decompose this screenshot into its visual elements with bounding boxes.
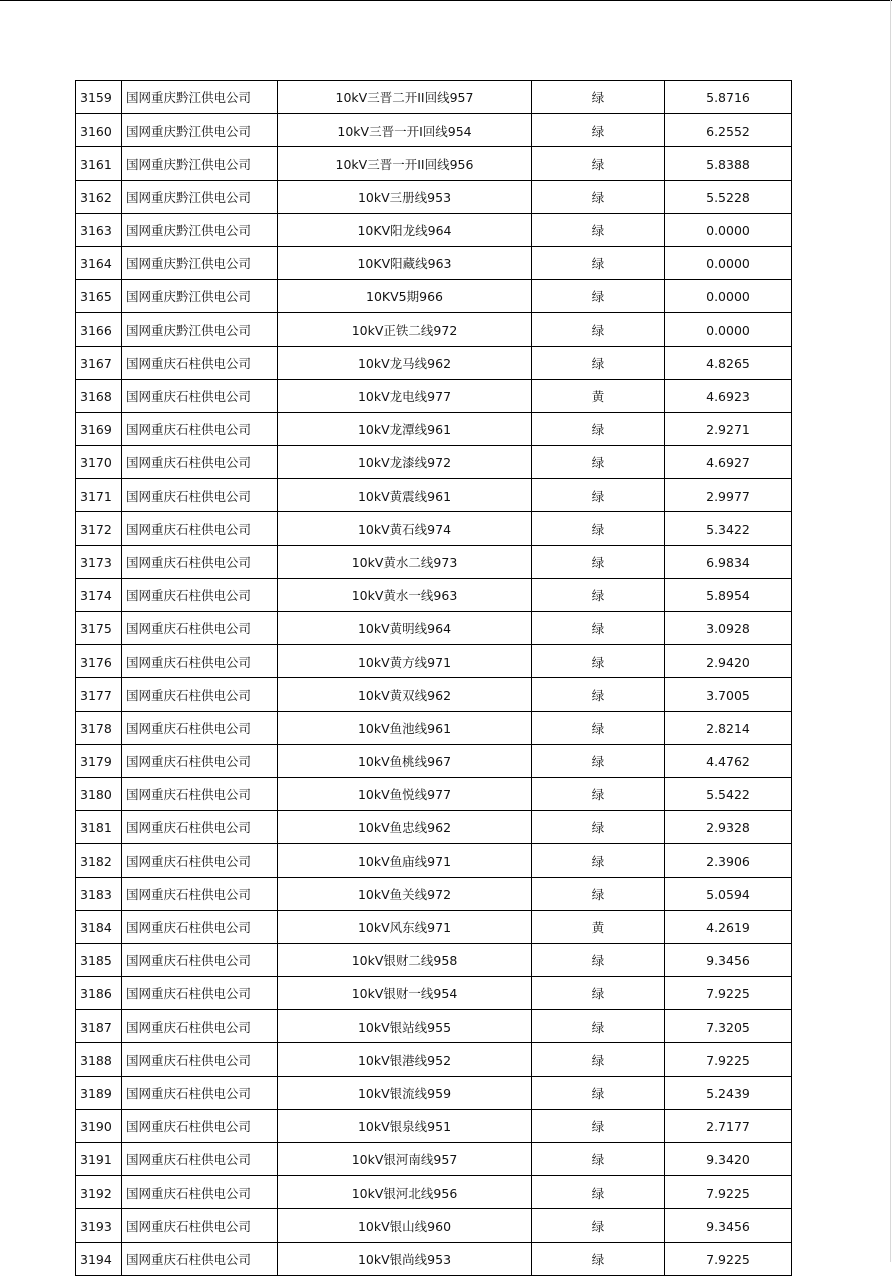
status-cell: 绿: [532, 213, 665, 246]
table-row: [76, 711, 792, 744]
table-row: [76, 811, 792, 844]
table-row: [76, 1043, 792, 1076]
status-cell: 绿: [532, 1109, 665, 1142]
status-cell: 绿: [532, 777, 665, 810]
company-cell: 国网重庆黔江供电公司: [122, 114, 278, 147]
row-id-cell: 3180: [76, 777, 122, 810]
status-cell: 绿: [532, 678, 665, 711]
line-name-cell: 10kV三晋二开II回线957: [278, 81, 532, 114]
row-id-cell: 3164: [76, 246, 122, 279]
company-cell: 国网重庆黔江供电公司: [122, 246, 278, 279]
value-cell: 9.3456: [665, 943, 792, 976]
row-id-cell: 3167: [76, 346, 122, 379]
company-cell: 国网重庆石柱供电公司: [122, 910, 278, 943]
row-id-cell: 3183: [76, 877, 122, 910]
status-cell: 绿: [532, 512, 665, 545]
row-id-cell: 3184: [76, 910, 122, 943]
row-id-cell: 3191: [76, 1143, 122, 1176]
row-id-cell: 3171: [76, 479, 122, 512]
line-name-cell: 10kV鱼桃线967: [278, 744, 532, 777]
row-id-cell: 3169: [76, 412, 122, 445]
value-cell: 4.6927: [665, 446, 792, 479]
row-id-cell: 3176: [76, 645, 122, 678]
table-row: [76, 1143, 792, 1176]
value-cell: 4.4762: [665, 744, 792, 777]
line-name-cell: 10kV银财二线958: [278, 943, 532, 976]
line-name-cell: 10kV银河南线957: [278, 1143, 532, 1176]
table-row: [76, 180, 792, 213]
row-id-cell: 3186: [76, 977, 122, 1010]
table-row: [76, 280, 792, 313]
row-id-cell: 3178: [76, 711, 122, 744]
company-cell: 国网重庆石柱供电公司: [122, 1143, 278, 1176]
page-top-border: [0, 0, 892, 1]
value-cell: 0.0000: [665, 213, 792, 246]
line-name-cell: 10kV黄方线971: [278, 645, 532, 678]
table-row: [76, 379, 792, 412]
row-id-cell: 3173: [76, 545, 122, 578]
table-row: [76, 313, 792, 346]
table-row: [76, 977, 792, 1010]
status-cell: 绿: [532, 744, 665, 777]
row-id-cell: 3192: [76, 1176, 122, 1209]
table-row: [76, 545, 792, 578]
company-cell: 国网重庆石柱供电公司: [122, 711, 278, 744]
line-name-cell: 10kV银尚线953: [278, 1242, 532, 1275]
row-id-cell: 3188: [76, 1043, 122, 1076]
row-id-cell: 3182: [76, 844, 122, 877]
company-cell: 国网重庆石柱供电公司: [122, 612, 278, 645]
company-cell: 国网重庆石柱供电公司: [122, 844, 278, 877]
company-cell: 国网重庆石柱供电公司: [122, 512, 278, 545]
status-cell: 绿: [532, 446, 665, 479]
value-cell: 7.9225: [665, 977, 792, 1010]
value-cell: 2.9420: [665, 645, 792, 678]
status-cell: 绿: [532, 645, 665, 678]
value-cell: 0.0000: [665, 246, 792, 279]
line-name-cell: 10kV黄双线962: [278, 678, 532, 711]
row-id-cell: 3165: [76, 280, 122, 313]
table-row: [76, 1109, 792, 1142]
table-row: [76, 479, 792, 512]
status-cell: 黄: [532, 379, 665, 412]
table-row: [76, 346, 792, 379]
status-cell: 绿: [532, 280, 665, 313]
line-name-cell: 10kV黄水一线963: [278, 578, 532, 611]
value-cell: 0.0000: [665, 313, 792, 346]
row-id-cell: 3179: [76, 744, 122, 777]
value-cell: 5.8716: [665, 81, 792, 114]
row-id-cell: 3190: [76, 1109, 122, 1142]
status-cell: 绿: [532, 412, 665, 445]
line-name-cell: 10kV黄石线974: [278, 512, 532, 545]
status-cell: 绿: [532, 578, 665, 611]
value-cell: 5.3422: [665, 512, 792, 545]
status-cell: 绿: [532, 612, 665, 645]
company-cell: 国网重庆黔江供电公司: [122, 313, 278, 346]
line-name-cell: 10kV银财一线954: [278, 977, 532, 1010]
table-row: [76, 678, 792, 711]
row-id-cell: 3170: [76, 446, 122, 479]
value-cell: 6.9834: [665, 545, 792, 578]
status-cell: 绿: [532, 711, 665, 744]
company-cell: 国网重庆石柱供电公司: [122, 777, 278, 810]
page-right-edge: [890, 0, 891, 1262]
status-cell: 绿: [532, 180, 665, 213]
table-row: [76, 1209, 792, 1242]
company-cell: 国网重庆石柱供电公司: [122, 645, 278, 678]
table-row: [76, 645, 792, 678]
status-cell: 绿: [532, 1209, 665, 1242]
status-cell: 绿: [532, 246, 665, 279]
value-cell: 9.3420: [665, 1143, 792, 1176]
line-name-cell: 10kV龙电线977: [278, 379, 532, 412]
line-name-cell: 10KV5期966: [278, 280, 532, 313]
status-cell: 绿: [532, 1143, 665, 1176]
line-name-cell: 10kV鱼庙线971: [278, 844, 532, 877]
value-cell: 2.9977: [665, 479, 792, 512]
company-cell: 国网重庆石柱供电公司: [122, 545, 278, 578]
value-cell: 7.9225: [665, 1176, 792, 1209]
company-cell: 国网重庆石柱供电公司: [122, 977, 278, 1010]
line-name-cell: 10kV风东线971: [278, 910, 532, 943]
company-cell: 国网重庆石柱供电公司: [122, 346, 278, 379]
value-cell: 2.9328: [665, 811, 792, 844]
value-cell: 5.0594: [665, 877, 792, 910]
line-name-cell: 10kV鱼池线961: [278, 711, 532, 744]
status-cell: 绿: [532, 1176, 665, 1209]
status-cell: 绿: [532, 479, 665, 512]
line-name-cell: 10kV龙漆线972: [278, 446, 532, 479]
line-name-cell: 10kV三册线953: [278, 180, 532, 213]
status-cell: 绿: [532, 313, 665, 346]
table-row: [76, 512, 792, 545]
company-cell: 国网重庆石柱供电公司: [122, 877, 278, 910]
company-cell: 国网重庆石柱供电公司: [122, 1242, 278, 1275]
company-cell: 国网重庆石柱供电公司: [122, 379, 278, 412]
company-cell: 国网重庆石柱供电公司: [122, 1010, 278, 1043]
status-cell: 绿: [532, 1043, 665, 1076]
line-name-cell: 10kV银山线960: [278, 1209, 532, 1242]
line-name-cell: 10kV三晋一开I回线954: [278, 114, 532, 147]
status-cell: 绿: [532, 81, 665, 114]
feeder-table: [75, 80, 792, 1276]
row-id-cell: 3174: [76, 578, 122, 611]
table-row: [76, 1176, 792, 1209]
row-id-cell: 3185: [76, 943, 122, 976]
row-id-cell: 3193: [76, 1209, 122, 1242]
status-cell: 绿: [532, 844, 665, 877]
table-row: [76, 446, 792, 479]
status-cell: 绿: [532, 1010, 665, 1043]
line-name-cell: 10kV龙潭线961: [278, 412, 532, 445]
line-name-cell: 10kV正铁二线972: [278, 313, 532, 346]
value-cell: 5.5228: [665, 180, 792, 213]
status-cell: 绿: [532, 545, 665, 578]
value-cell: 3.0928: [665, 612, 792, 645]
company-cell: 国网重庆石柱供电公司: [122, 678, 278, 711]
value-cell: 5.8954: [665, 578, 792, 611]
table-row: [76, 943, 792, 976]
status-cell: 绿: [532, 346, 665, 379]
line-name-cell: 10kV银站线955: [278, 1010, 532, 1043]
line-name-cell: 10kV银泉线951: [278, 1109, 532, 1142]
status-cell: 绿: [532, 877, 665, 910]
row-id-cell: 3168: [76, 379, 122, 412]
row-id-cell: 3194: [76, 1242, 122, 1275]
line-name-cell: 10kV黄震线961: [278, 479, 532, 512]
line-name-cell: 10kV鱼悦线977: [278, 777, 532, 810]
value-cell: 5.5422: [665, 777, 792, 810]
line-name-cell: 10kV三晋一开II回线956: [278, 147, 532, 180]
line-name-cell: 10kV龙马线962: [278, 346, 532, 379]
company-cell: 国网重庆石柱供电公司: [122, 446, 278, 479]
status-cell: 绿: [532, 114, 665, 147]
table-row: [76, 1242, 792, 1275]
line-name-cell: 10kV鱼忠线962: [278, 811, 532, 844]
value-cell: 0.0000: [665, 280, 792, 313]
table-row: [76, 114, 792, 147]
table-row: [76, 147, 792, 180]
table-row: [76, 81, 792, 114]
table-row: [76, 612, 792, 645]
value-cell: 4.6923: [665, 379, 792, 412]
row-id-cell: 3172: [76, 512, 122, 545]
status-cell: 绿: [532, 977, 665, 1010]
feeder-table-body: [76, 81, 792, 1276]
table-row: [76, 877, 792, 910]
table-row: [76, 910, 792, 943]
row-id-cell: 3175: [76, 612, 122, 645]
table-row: [76, 246, 792, 279]
value-cell: 2.8214: [665, 711, 792, 744]
table-row: [76, 777, 792, 810]
table-row: [76, 578, 792, 611]
line-name-cell: 10kV银流线959: [278, 1076, 532, 1109]
value-cell: 4.8265: [665, 346, 792, 379]
company-cell: 国网重庆石柱供电公司: [122, 479, 278, 512]
status-cell: 绿: [532, 147, 665, 180]
line-name-cell: 10kV黄水二线973: [278, 545, 532, 578]
value-cell: 7.9225: [665, 1043, 792, 1076]
table-row: [76, 744, 792, 777]
row-id-cell: 3163: [76, 213, 122, 246]
company-cell: 国网重庆石柱供电公司: [122, 1076, 278, 1109]
status-cell: 黄: [532, 910, 665, 943]
line-name-cell: 10kV鱼关线972: [278, 877, 532, 910]
company-cell: 国网重庆黔江供电公司: [122, 213, 278, 246]
status-cell: 绿: [532, 943, 665, 976]
table-row: [76, 1076, 792, 1109]
value-cell: 2.3906: [665, 844, 792, 877]
row-id-cell: 3161: [76, 147, 122, 180]
company-cell: 国网重庆黔江供电公司: [122, 81, 278, 114]
company-cell: 国网重庆黔江供电公司: [122, 180, 278, 213]
company-cell: 国网重庆黔江供电公司: [122, 280, 278, 313]
status-cell: 绿: [532, 1076, 665, 1109]
company-cell: 国网重庆石柱供电公司: [122, 412, 278, 445]
line-name-cell: 10KV阳龙线964: [278, 213, 532, 246]
row-id-cell: 3181: [76, 811, 122, 844]
value-cell: 9.3456: [665, 1209, 792, 1242]
company-cell: 国网重庆石柱供电公司: [122, 744, 278, 777]
row-id-cell: 3189: [76, 1076, 122, 1109]
table-row: [76, 844, 792, 877]
status-cell: 绿: [532, 811, 665, 844]
row-id-cell: 3159: [76, 81, 122, 114]
value-cell: 7.9225: [665, 1242, 792, 1275]
table-row: [76, 1010, 792, 1043]
line-name-cell: 10kV黄明线964: [278, 612, 532, 645]
value-cell: 5.2439: [665, 1076, 792, 1109]
row-id-cell: 3162: [76, 180, 122, 213]
table-row: [76, 412, 792, 445]
value-cell: 4.2619: [665, 910, 792, 943]
company-cell: 国网重庆石柱供电公司: [122, 811, 278, 844]
company-cell: 国网重庆石柱供电公司: [122, 578, 278, 611]
table-row: [76, 213, 792, 246]
value-cell: 5.8388: [665, 147, 792, 180]
status-cell: 绿: [532, 1242, 665, 1275]
row-id-cell: 3160: [76, 114, 122, 147]
value-cell: 2.9271: [665, 412, 792, 445]
company-cell: 国网重庆石柱供电公司: [122, 1043, 278, 1076]
company-cell: 国网重庆石柱供电公司: [122, 1109, 278, 1142]
line-name-cell: 10kV银港线952: [278, 1043, 532, 1076]
line-name-cell: 10kV银河北线956: [278, 1176, 532, 1209]
company-cell: 国网重庆石柱供电公司: [122, 1176, 278, 1209]
company-cell: 国网重庆石柱供电公司: [122, 1209, 278, 1242]
row-id-cell: 3177: [76, 678, 122, 711]
value-cell: 7.3205: [665, 1010, 792, 1043]
row-id-cell: 3166: [76, 313, 122, 346]
row-id-cell: 3187: [76, 1010, 122, 1043]
company-cell: 国网重庆石柱供电公司: [122, 943, 278, 976]
value-cell: 6.2552: [665, 114, 792, 147]
line-name-cell: 10KV阳藏线963: [278, 246, 532, 279]
value-cell: 3.7005: [665, 678, 792, 711]
company-cell: 国网重庆黔江供电公司: [122, 147, 278, 180]
value-cell: 2.7177: [665, 1109, 792, 1142]
